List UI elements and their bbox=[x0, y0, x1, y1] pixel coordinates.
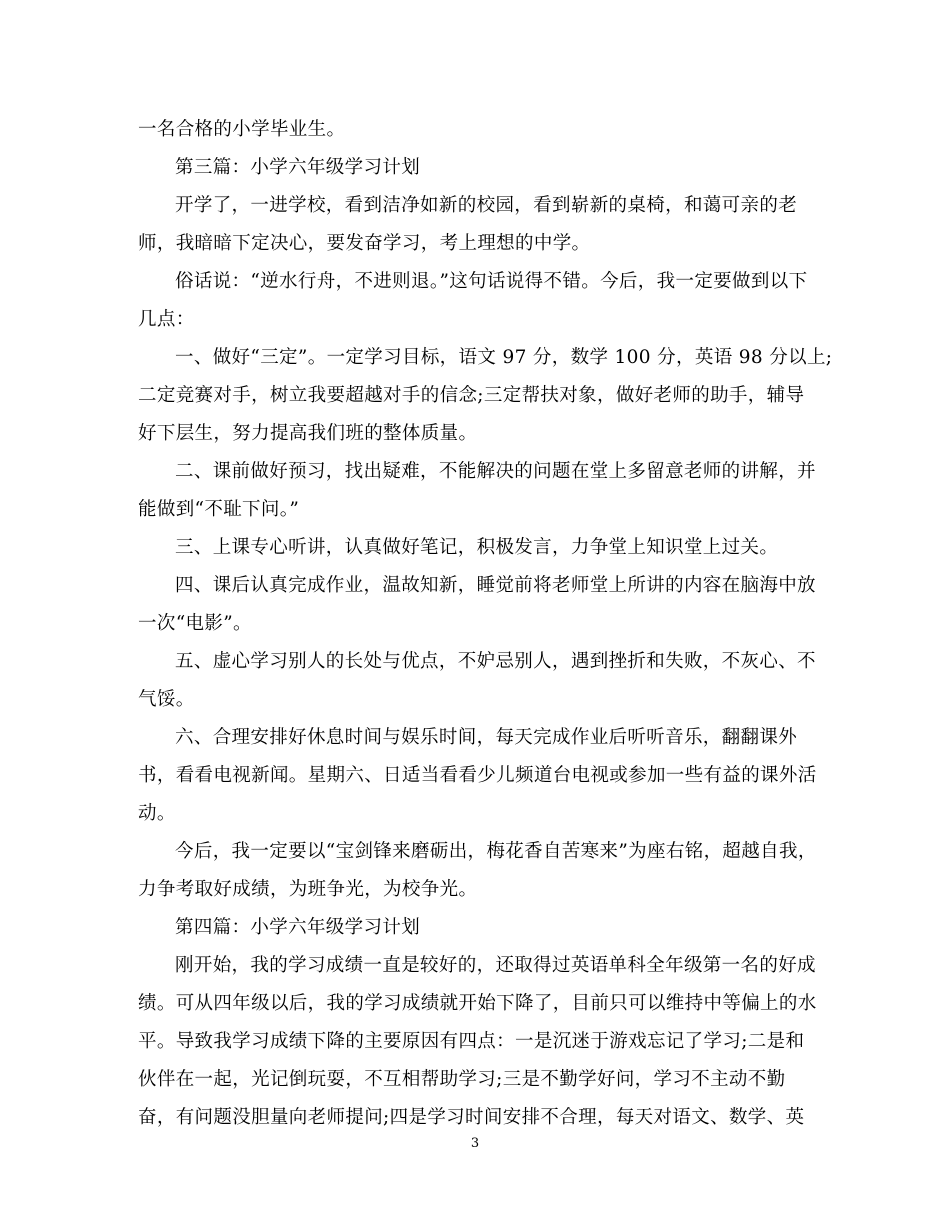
text-line: 动。 bbox=[138, 803, 176, 824]
text-line: 气馁。 bbox=[138, 689, 195, 710]
text-line: 俗话说：“逆水行舟，不进则退。”这句话说得不错。今后，我一定要做到以下 bbox=[175, 271, 808, 292]
text-line: 奋，有问题没胆量向老师提问;四是学习时间安排不合理，每天对语文、数学、英 bbox=[138, 1107, 805, 1128]
text-line: 三、上课专心听讲，认真做好笔记，积极发言，力争堂上知识堂上过关。 bbox=[175, 537, 779, 558]
text-line: 能做到“不耻下问。” bbox=[138, 499, 300, 520]
text-line: 伙伴在一起，光记倒玩耍，不互相帮助学习;三是不勤学好问，学习不主动不勤 bbox=[138, 1069, 786, 1090]
section-heading: 第三篇：小学六年级学习计划 bbox=[175, 157, 421, 178]
page-number: 3 bbox=[470, 1136, 480, 1151]
text-line: 一次“电影”。 bbox=[138, 613, 252, 634]
text-line: 五、虚心学习别人的长处与优点，不妒忌别人，遇到挫折和失败，不灰心、不 bbox=[175, 651, 816, 672]
text-line: 力争考取好成绩，为班争光，为校争光。 bbox=[138, 879, 478, 900]
text-line: 几点： bbox=[138, 309, 195, 330]
section-heading: 第四篇：小学六年级学习计划 bbox=[175, 917, 421, 938]
text-line: 六、合理安排好休息时间与娱乐时间，每天完成作业后听听音乐，翻翻课外 bbox=[175, 727, 798, 748]
text-line: 一、做好“三定”。一定学习目标，语文 97 分，数学 100 分，英语 98 分以上; bbox=[175, 347, 833, 368]
text-line: 一名合格的小学毕业生。 bbox=[138, 119, 346, 140]
text-line: 师，我暗暗下定决心，要发奋学习，考上理想的中学。 bbox=[138, 233, 591, 254]
text-line: 刚开始，我的学习成绩一直是较好的，还取得过英语单科全年级第一名的好成 bbox=[175, 955, 816, 976]
text-line: 平。导致我学习成绩下降的主要原因有四点：一是沉迷于游戏忘记了学习;二是和 bbox=[138, 1031, 805, 1052]
text-line: 二定竞赛对手，树立我要超越对手的信念;三定帮扶对象，做好老师的助手，辅导 bbox=[138, 385, 805, 406]
text-line: 开学了，一进学校，看到洁净如新的校园，看到崭新的桌椅，和蔼可亲的老 bbox=[175, 195, 798, 216]
text-line: 绩。可从四年级以后，我的学习成绩就开始下降了，目前只可以维持中等偏上的水 bbox=[138, 993, 817, 1014]
text-line: 今后，我一定要以“宝剑锋来磨砺出，梅花香自苦寒来”为座右铭，超越自我， bbox=[175, 841, 817, 862]
text-line: 四、课后认真完成作业，温故知新，睡觉前将老师堂上所讲的内容在脑海中放 bbox=[175, 575, 816, 596]
text-line: 书，看看电视新闻。星期六、日适当看看少儿频道台电视或参加一些有益的课外活 bbox=[138, 765, 817, 786]
text-line: 二、课前做好预习，找出疑难，不能解决的问题在堂上多留意老师的讲解，并 bbox=[175, 461, 816, 482]
text-line: 好下层生，努力提高我们班的整体质量。 bbox=[138, 423, 478, 444]
